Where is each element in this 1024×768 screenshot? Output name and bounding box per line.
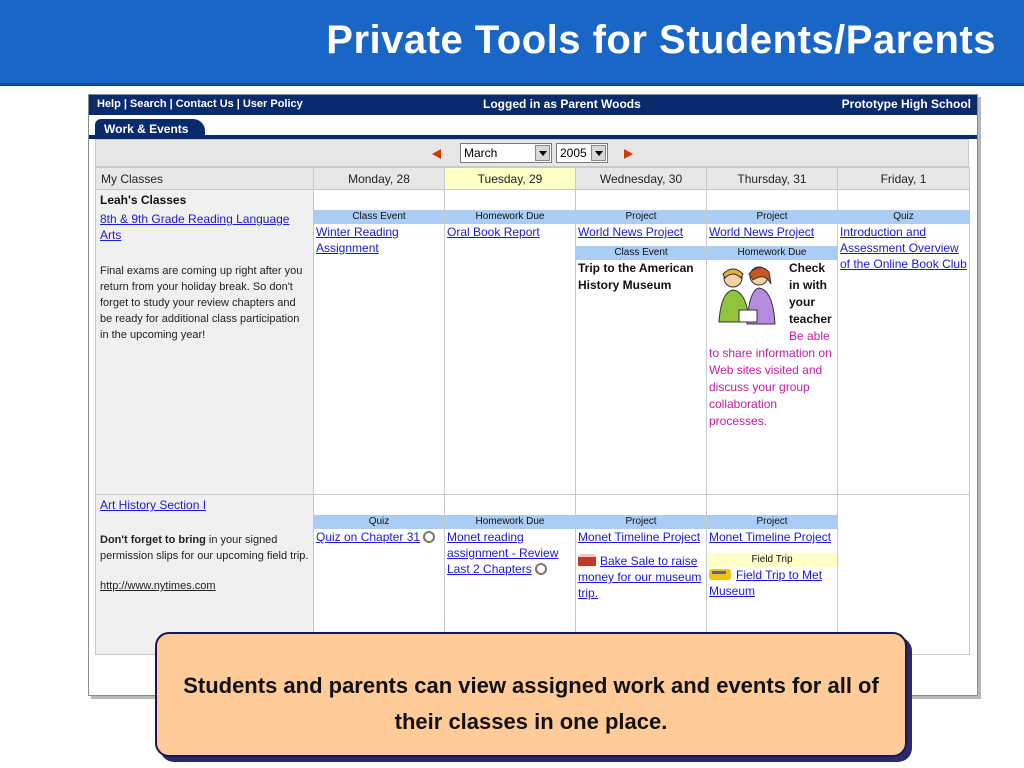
day-cell [314, 495, 445, 655]
event-text: Trip to the American History Museum [578, 261, 694, 292]
day-cell [838, 190, 970, 495]
event-badge: Quiz [838, 210, 969, 224]
event-description: Be able to share information on Web sites visited and discuss your group collaboration processes. [709, 329, 832, 428]
slide-header [0, 0, 1024, 86]
event-link[interactable]: Introduction and Assessment Overview of the Online Book Club [840, 225, 967, 271]
my-classes-header: My Classes [96, 168, 314, 190]
event-link[interactable]: World News Project [709, 225, 815, 239]
slide-title: Private Tools for Students/Parents [326, 18, 996, 62]
event-badge: Homework Due [445, 515, 575, 529]
year-select[interactable] [556, 143, 608, 163]
day-cell [707, 495, 838, 655]
search-link[interactable]: Search [129, 98, 167, 110]
event-link[interactable]: Oral Book Report [447, 225, 540, 239]
event-badge: Project [576, 210, 706, 224]
calendar-grid [95, 167, 970, 655]
chevron-down-icon [535, 145, 550, 161]
day-cell [445, 495, 576, 655]
class-group-title: Leah's Classes [100, 193, 187, 207]
date-nav [95, 139, 969, 167]
event-link[interactable]: Monet Timeline Project [578, 530, 701, 544]
day-header-wed: Wednesday, 30 [576, 168, 707, 190]
contact-link[interactable]: Contact Us [175, 98, 234, 110]
event-badge: Homework Due [445, 210, 575, 224]
paperclip-icon [532, 561, 549, 578]
cake-icon [578, 554, 596, 566]
event-link[interactable]: Monet reading assignment - Review Last 2 Chapters [447, 530, 559, 576]
day-header-mon: Monday, 28 [314, 168, 445, 190]
class-cell [96, 190, 314, 495]
school-name: Prototype High School [841, 97, 971, 111]
tab-bar [89, 115, 977, 139]
month-value: March [464, 146, 498, 160]
event-link[interactable]: Field Trip to Met Museum [709, 568, 823, 598]
event-link[interactable]: Quiz on Chapter 31 [314, 529, 444, 545]
day-cell [445, 190, 576, 495]
event-link[interactable]: World News Project [578, 225, 684, 239]
app-screenshot [88, 94, 978, 696]
note-rest: in your signed permission slips for our upcoming field trip. [100, 534, 309, 562]
event-badge: Class Event [576, 246, 706, 260]
class-note [100, 532, 309, 564]
event-badge: Project [707, 210, 837, 224]
homework-detail [707, 260, 837, 430]
day-header-thu: Thursday, 31 [707, 168, 838, 190]
url-link[interactable]: http://www.nytimes.com [100, 580, 216, 592]
callout-box: Students and parents can view assigned work and events for all of their classes in one place. [155, 632, 907, 757]
event-link[interactable]: Monet Timeline Project [709, 530, 832, 544]
help-link[interactable]: Help [97, 98, 121, 110]
class-link[interactable]: 8th & 9th Grade Reading Language Arts [100, 212, 290, 242]
policy-link[interactable]: User Policy [242, 98, 303, 110]
event-badge: Project [576, 515, 706, 529]
event-badge: Quiz [314, 515, 444, 529]
event-link[interactable]: Bake Sale to raise money for our museum trip. [578, 554, 702, 600]
event-link[interactable]: Winter Reading Assignment [316, 225, 399, 255]
day-header-tue: Tuesday, 29 [445, 168, 576, 190]
prev-week-arrow-icon[interactable] [432, 149, 441, 159]
top-bar [89, 95, 977, 115]
day-cell [707, 190, 838, 495]
day-cell [576, 190, 707, 495]
paperclip-icon [421, 529, 438, 546]
day-cell [314, 190, 445, 495]
event-badge: Project [707, 515, 837, 529]
month-select[interactable] [460, 143, 552, 163]
logged-in-status: Logged in as Parent Woods [483, 97, 641, 111]
chevron-down-icon [591, 145, 606, 161]
students-illustration [709, 262, 787, 332]
tab-work-events[interactable]: Work & Events [95, 119, 205, 139]
top-links: Help | Search | Contact Us | User Policy [97, 98, 303, 110]
day-cell [576, 495, 707, 655]
next-week-arrow-icon[interactable] [624, 149, 633, 159]
class-cell [96, 495, 314, 655]
event-badge: Homework Due [707, 246, 837, 260]
class-note: Final exams are coming up right after you return from your holiday break. So don't forget to study your review chapters and be ready for additional class participation in the upcoming year! [100, 265, 303, 341]
year-value: 2005 [560, 146, 587, 160]
bus-icon [709, 569, 731, 580]
event-badge: Class Event [314, 210, 444, 224]
event-text: Check in with your teacher [789, 261, 832, 326]
note-bold: Don't forget to bring [100, 534, 206, 546]
day-header-fri: Friday, 1 [838, 168, 970, 190]
day-cell [838, 495, 970, 655]
event-badge: Field Trip [707, 553, 837, 567]
class-link[interactable]: Art History Section I [100, 498, 207, 512]
